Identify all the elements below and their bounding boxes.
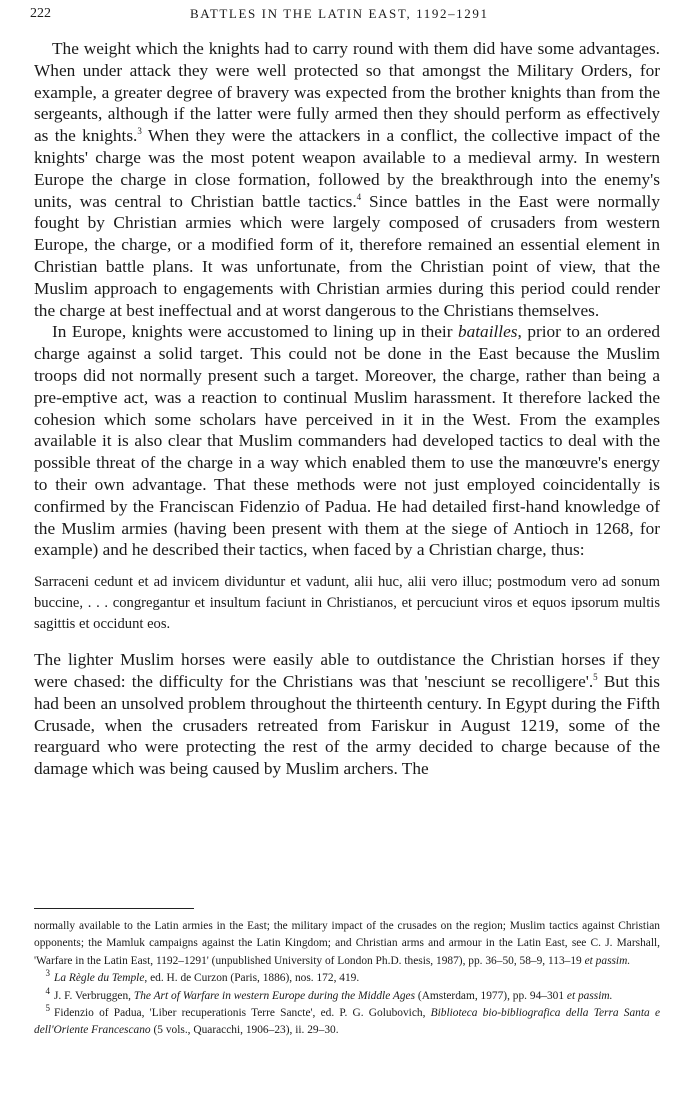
footnote-3 [34, 970, 660, 987]
paragraph-3-text-a: The lighter Muslim horses were easily able to outdistance the Christian horses if they were chased: the difficulty for the Christians was that 'nesciunt se recolligere'. [34, 650, 660, 691]
footnote-3-title: La Règle du Temple [54, 972, 145, 985]
paragraph-2 [34, 321, 660, 561]
footnote-ref-5: 5 [593, 672, 598, 683]
latin-block-quote: Sarraceni cedunt et ad invicem dividuntur et vadunt, alii huc, alii vero illuc; postmodum vero ad sonum buccine, . . . congregantur et insultum faciunt in Christianos, et percuciunt viros et equos ipsorum multis sagittis et occidunt eos. [34, 574, 660, 633]
paragraph-2-text-b: , prior to an ordered charge against a solid target. This could not be done in the East because the Muslim troops did not normally present such a target. Moreover, the charge, rather than being a pre-emptive act, was a reaction to continual Muslim harassment. It therefore lacked the cohesion which some scholars have perceived in it in the West. From the examples available it is also clear that Muslim commanders had developed tactics to deal with the possible threat of the charge in a way which enabled them to use the manœuvre's energy to their own advantage. That these methods were not just employed coincidentally is confirmed by the Franciscan Fidenzio of Padua. He had detailed first-hand knowledge of the Muslim armies (having been present with them at the siege of Antioch in 1268, for example) and he described their tactics, when faced by a Christian charge, thus: [34, 322, 660, 560]
running-head-title: BATTLES IN THE LATIN EAST, 1192–1291 [190, 6, 489, 21]
footnote-continuation-text: normally available to the Latin armies in the East; the military impact of the crusades on the region; Muslim tactics against Christian opponents; the Mamluk campaigns against the Latin Kingdom; and Christian arms and armour in the Latin East, see C. J. Marshall, 'Warfare in the Latin East, 1192–1291' (unpublished University of London Ph.D. thesis, 1987), pp. 36–50, 58–9, 113–19 [34, 920, 660, 967]
footnote-5 [34, 1005, 660, 1040]
paragraph-1-text-b: When they were the attackers in a conflict, the collective impact of the knights' charge was the most potent weapon available to a medieval army. In western Europe the charge in close formation, followed by the breakthrough into the enemy's units, was central to Christian battle tactics. [34, 126, 661, 211]
footnote-5-title: Biblioteca bio-bibliografica della Terra Santa e dell'Oriente Francescano [34, 1007, 661, 1037]
footnote-3-text: , ed. H. de Curzon (Paris, 1886), nos. 172, 419. [144, 972, 360, 985]
footnote-4-number: 4 [45, 985, 50, 996]
page-number: 222 [30, 6, 51, 21]
footnote-4-title: The Art of Warfare in western Europe during the Middle Ages [133, 989, 416, 1002]
running-header [30, 6, 662, 30]
footnote-4-text: (Amsterdam, 1977), pp. 94–301 [415, 989, 567, 1002]
body-text [34, 38, 660, 780]
footnote-3-number: 3 [45, 968, 50, 979]
footnote-4-italic-end: et passim. [566, 989, 613, 1002]
paragraph-2-italic-term: batailles [457, 322, 518, 342]
footnote-ref-4: 4 [356, 191, 362, 202]
paragraph-3-text-b: But this had been an unsolved problem throughout the thirteenth century. In Egypt during the Fifth Crusade, when the crusaders retreated from Fariskur in August 1219, some of the rearguard who were protecting the rest of the army decided to charge because of the damage which was being caused by Muslim archers. The [34, 671, 660, 779]
footnotes [34, 918, 660, 1040]
footnote-continuation [34, 918, 660, 970]
footnote-4 [34, 985, 660, 1005]
paragraph-2-text-a: In Europe, knights were accustomed to lining up in their [52, 322, 458, 342]
footnote-continuation-italic: et passim. [584, 954, 631, 967]
paragraph-1-text-c: Since battles in the East were normally fought by Christian armies which were largely composed of crusaders from western Europe, the charge, or a modified form of it, therefore remained an essential element in Christian battle plans. It was unfortunate, from the Christian point of view, that the Muslim approach to engagements with Christian armies during this period could render the charge at best ineffectual and at worst dangerous to the Christians themselves. [34, 191, 660, 320]
footnote-5-text-a: Fidenzio of Padua, 'Liber recuperationis Terre Sancte', ed. P. G. Golubovich, [54, 1007, 431, 1020]
footnote-ref-3: 3 [137, 126, 142, 137]
paragraph-1 [34, 38, 660, 321]
footnote-4-author: J. F. Verbruggen, [54, 989, 134, 1002]
paragraph-1-text-a: The weight which the knights had to carry round with them did have some advantages. When under attack they were well protected so that amongst the Military Orders, for example, a greater degree of bravery was expected from the brother knights than from the sergeants, although if the latter were fully armed then they should perform as effectively as the knights. [34, 39, 660, 146]
footnote-5-number: 5 [45, 1003, 50, 1014]
footnote-5-text-b: (5 vols., Quaracchi, 1906–23), ii. 29–30. [150, 1024, 339, 1037]
paragraph-3 [34, 649, 660, 780]
footnote-rule [34, 908, 194, 909]
